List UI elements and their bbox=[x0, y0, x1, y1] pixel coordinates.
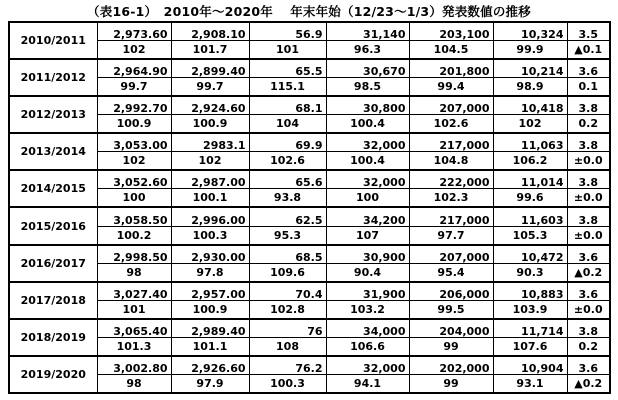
ratio-cell: 102.6 bbox=[409, 115, 493, 134]
ratio-cell: 107 bbox=[326, 226, 409, 245]
value-cell: 3.6 bbox=[567, 245, 610, 264]
ratio-cell: 104.8 bbox=[409, 152, 493, 171]
year-cell: 2015/2016 bbox=[9, 207, 97, 244]
value-cell: 2,924.60 bbox=[171, 96, 249, 115]
ratio-cell: 97.8 bbox=[171, 263, 249, 282]
value-cell: 3,052.60 bbox=[97, 170, 171, 189]
table-row-top bbox=[9, 170, 610, 189]
year-cell: 2014/2015 bbox=[9, 170, 97, 207]
year-cell: 2019/2020 bbox=[9, 356, 97, 393]
value-cell: 11,063 bbox=[493, 133, 567, 152]
data-table bbox=[8, 21, 611, 394]
value-cell: 3,065.40 bbox=[97, 319, 171, 338]
table-row-top bbox=[9, 356, 610, 375]
ratio-cell: 90.4 bbox=[326, 263, 409, 282]
year-cell: 2012/2013 bbox=[9, 96, 97, 133]
ratio-cell: 100.3 bbox=[171, 226, 249, 245]
ratio-cell: 105.3 bbox=[493, 226, 567, 245]
ratio-cell: 99.4 bbox=[409, 78, 493, 97]
ratio-cell: 0.2 bbox=[567, 337, 610, 356]
value-cell: 3.8 bbox=[567, 96, 610, 115]
ratio-cell: 102.8 bbox=[249, 300, 326, 319]
table-row-top bbox=[9, 207, 610, 226]
ratio-cell: 99 bbox=[409, 337, 493, 356]
ratio-cell: 0.1 bbox=[567, 78, 610, 97]
ratio-cell: 98 bbox=[97, 374, 171, 393]
table-row-bottom bbox=[9, 189, 610, 208]
value-cell: 217,000 bbox=[409, 133, 493, 152]
ratio-cell: 98 bbox=[97, 263, 171, 282]
ratio-cell: 100 bbox=[97, 189, 171, 208]
ratio-cell: 100.1 bbox=[171, 189, 249, 208]
value-cell: 65.6 bbox=[249, 170, 326, 189]
table-row-bottom bbox=[9, 374, 610, 393]
table-row-bottom bbox=[9, 152, 610, 171]
value-cell: 2,987.00 bbox=[171, 170, 249, 189]
ratio-cell: ▲0.2 bbox=[567, 374, 610, 393]
table-row-bottom bbox=[9, 300, 610, 319]
value-cell: 76 bbox=[249, 319, 326, 338]
value-cell: 34,200 bbox=[326, 207, 409, 226]
table-row-bottom bbox=[9, 78, 610, 97]
ratio-cell: 95.4 bbox=[409, 263, 493, 282]
table-row-top bbox=[9, 282, 610, 301]
ratio-cell: 97.7 bbox=[409, 226, 493, 245]
ratio-cell: 100.3 bbox=[249, 374, 326, 393]
ratio-cell: 102.6 bbox=[249, 152, 326, 171]
value-cell: 2,957.00 bbox=[171, 282, 249, 301]
table-row-top bbox=[9, 319, 610, 338]
ratio-cell: ±0.0 bbox=[567, 189, 610, 208]
value-cell: 2,996.00 bbox=[171, 207, 249, 226]
value-cell: 62.5 bbox=[249, 207, 326, 226]
ratio-cell: 115.1 bbox=[249, 78, 326, 97]
ratio-cell: 104 bbox=[249, 115, 326, 134]
ratio-cell: 101 bbox=[249, 41, 326, 60]
ratio-cell: 101 bbox=[97, 300, 171, 319]
ratio-cell: 99.7 bbox=[171, 78, 249, 97]
ratio-cell: 101.7 bbox=[171, 41, 249, 60]
value-cell: 10,324 bbox=[493, 22, 567, 41]
value-cell: 68.5 bbox=[249, 245, 326, 264]
ratio-cell: 99.7 bbox=[97, 78, 171, 97]
value-cell: 206,000 bbox=[409, 282, 493, 301]
value-cell: 65.5 bbox=[249, 59, 326, 78]
year-cell: 2011/2012 bbox=[9, 59, 97, 96]
value-cell: 70.4 bbox=[249, 282, 326, 301]
value-cell: 31,900 bbox=[326, 282, 409, 301]
ratio-cell: 99.6 bbox=[493, 189, 567, 208]
year-cell: 2010/2011 bbox=[9, 22, 97, 59]
value-cell: 2,989.40 bbox=[171, 319, 249, 338]
value-cell: 2,926.60 bbox=[171, 356, 249, 375]
value-cell: 10,472 bbox=[493, 245, 567, 264]
table-row-top bbox=[9, 59, 610, 78]
value-cell: 3.8 bbox=[567, 319, 610, 338]
year-cell: 2018/2019 bbox=[9, 319, 97, 356]
ratio-cell: 102 bbox=[493, 115, 567, 134]
ratio-cell: ±0.0 bbox=[567, 152, 610, 171]
value-cell: 3.8 bbox=[567, 170, 610, 189]
ratio-cell: 100.9 bbox=[171, 300, 249, 319]
value-cell: 3,053.00 bbox=[97, 133, 171, 152]
value-cell: 217,000 bbox=[409, 207, 493, 226]
ratio-cell: 107.6 bbox=[493, 337, 567, 356]
year-cell: 2016/2017 bbox=[9, 245, 97, 282]
year-cell: 2013/2014 bbox=[9, 133, 97, 170]
value-cell: 2,992.70 bbox=[97, 96, 171, 115]
ratio-cell: 102 bbox=[97, 41, 171, 60]
ratio-cell: 95.3 bbox=[249, 226, 326, 245]
value-cell: 3.6 bbox=[567, 282, 610, 301]
ratio-cell: 109.6 bbox=[249, 263, 326, 282]
value-cell: 11,603 bbox=[493, 207, 567, 226]
ratio-cell: 100.9 bbox=[97, 115, 171, 134]
ratio-cell: 102 bbox=[171, 152, 249, 171]
value-cell: 3.8 bbox=[567, 133, 610, 152]
ratio-cell: 98.9 bbox=[493, 78, 567, 97]
value-cell: 69.9 bbox=[249, 133, 326, 152]
value-cell: 68.1 bbox=[249, 96, 326, 115]
ratio-cell: 93.1 bbox=[493, 374, 567, 393]
ratio-cell: 100.4 bbox=[326, 115, 409, 134]
value-cell: 3.6 bbox=[567, 59, 610, 78]
value-cell: 30,800 bbox=[326, 96, 409, 115]
value-cell: 201,800 bbox=[409, 59, 493, 78]
ratio-cell: 101.3 bbox=[97, 337, 171, 356]
ratio-cell: 96.3 bbox=[326, 41, 409, 60]
ratio-cell: ±0.0 bbox=[567, 226, 610, 245]
ratio-cell: ▲0.2 bbox=[567, 263, 610, 282]
table-row-top bbox=[9, 245, 610, 264]
value-cell: 32,000 bbox=[326, 133, 409, 152]
value-cell: 2,998.50 bbox=[97, 245, 171, 264]
value-cell: 2,973.60 bbox=[97, 22, 171, 41]
ratio-cell: 106.2 bbox=[493, 152, 567, 171]
ratio-cell: 94.1 bbox=[326, 374, 409, 393]
value-cell: 34,000 bbox=[326, 319, 409, 338]
ratio-cell: 101.1 bbox=[171, 337, 249, 356]
value-cell: 203,100 bbox=[409, 22, 493, 41]
value-cell: 30,900 bbox=[326, 245, 409, 264]
ratio-cell: 100.2 bbox=[97, 226, 171, 245]
table-row-top bbox=[9, 22, 610, 41]
ratio-cell: ▲0.1 bbox=[567, 41, 610, 60]
value-cell: 10,904 bbox=[493, 356, 567, 375]
table-row-bottom bbox=[9, 337, 610, 356]
value-cell: 76.2 bbox=[249, 356, 326, 375]
value-cell: 3.6 bbox=[567, 356, 610, 375]
ratio-cell: 99 bbox=[409, 374, 493, 393]
ratio-cell: 100.4 bbox=[326, 152, 409, 171]
value-cell: 2,908.10 bbox=[171, 22, 249, 41]
value-cell: 56.9 bbox=[249, 22, 326, 41]
value-cell: 207,000 bbox=[409, 245, 493, 264]
table-row-bottom bbox=[9, 41, 610, 60]
table-row-bottom bbox=[9, 263, 610, 282]
value-cell: 10,418 bbox=[493, 96, 567, 115]
ratio-cell: 100 bbox=[326, 189, 409, 208]
value-cell: 10,214 bbox=[493, 59, 567, 78]
value-cell: 222,000 bbox=[409, 170, 493, 189]
ratio-cell: 100.9 bbox=[171, 115, 249, 134]
ratio-cell: 99.9 bbox=[493, 41, 567, 60]
ratio-cell: 97.9 bbox=[171, 374, 249, 393]
ratio-cell: 90.3 bbox=[493, 263, 567, 282]
value-cell: 207,000 bbox=[409, 96, 493, 115]
value-cell: 2983.1 bbox=[171, 133, 249, 152]
value-cell: 3.5 bbox=[567, 22, 610, 41]
value-cell: 204,000 bbox=[409, 319, 493, 338]
value-cell: 3,027.40 bbox=[97, 282, 171, 301]
value-cell: 2,930.00 bbox=[171, 245, 249, 264]
table-row-bottom bbox=[9, 226, 610, 245]
ratio-cell: 102 bbox=[97, 152, 171, 171]
table-row-top bbox=[9, 133, 610, 152]
ratio-cell: 106.6 bbox=[326, 337, 409, 356]
value-cell: 3,002.80 bbox=[97, 356, 171, 375]
value-cell: 2,964.90 bbox=[97, 59, 171, 78]
value-cell: 3,058.50 bbox=[97, 207, 171, 226]
table-title: （表16-1） 2010年〜2020年 年末年始（12/23〜1/3）発表数値の推移 bbox=[87, 4, 531, 19]
ratio-cell: 99.5 bbox=[409, 300, 493, 319]
table-row-top bbox=[9, 96, 610, 115]
value-cell: 30,670 bbox=[326, 59, 409, 78]
value-cell: 11,014 bbox=[493, 170, 567, 189]
ratio-cell: 0.2 bbox=[567, 115, 610, 134]
value-cell: 202,000 bbox=[409, 356, 493, 375]
ratio-cell: 103.9 bbox=[493, 300, 567, 319]
ratio-cell: 108 bbox=[249, 337, 326, 356]
value-cell: 10,883 bbox=[493, 282, 567, 301]
ratio-cell: 93.8 bbox=[249, 189, 326, 208]
table-row-bottom bbox=[9, 115, 610, 134]
ratio-cell: 104.5 bbox=[409, 41, 493, 60]
ratio-cell: 103.2 bbox=[326, 300, 409, 319]
ratio-cell: ±0.0 bbox=[567, 300, 610, 319]
value-cell: 32,000 bbox=[326, 170, 409, 189]
value-cell: 11,714 bbox=[493, 319, 567, 338]
year-cell: 2017/2018 bbox=[9, 282, 97, 319]
ratio-cell: 102.3 bbox=[409, 189, 493, 208]
value-cell: 2,899.40 bbox=[171, 59, 249, 78]
value-cell: 31,140 bbox=[326, 22, 409, 41]
value-cell: 3.8 bbox=[567, 207, 610, 226]
ratio-cell: 98.5 bbox=[326, 78, 409, 97]
value-cell: 32,000 bbox=[326, 356, 409, 375]
